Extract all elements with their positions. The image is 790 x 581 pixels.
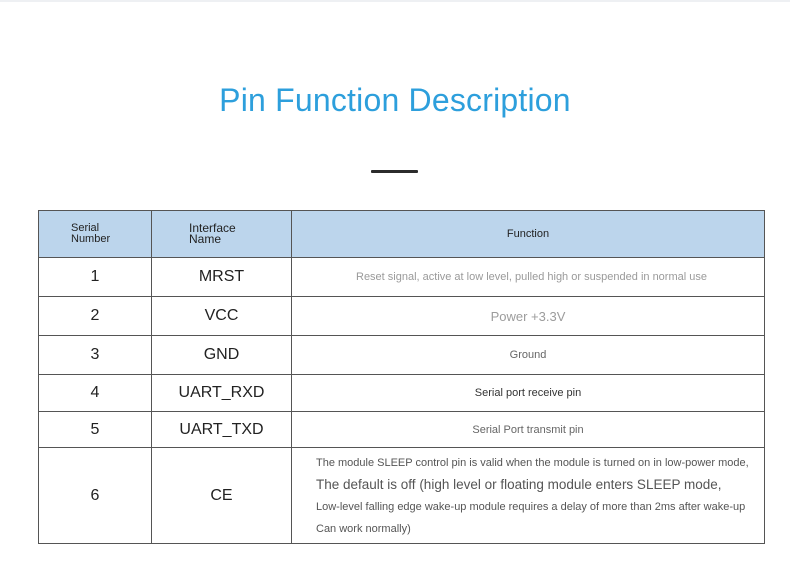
table-row xyxy=(39,412,765,448)
serial-number-cell: 4 xyxy=(39,375,152,412)
function-line: The module SLEEP control pin is valid when the module is turned on in low-power mode, xyxy=(316,456,749,469)
function-line: Can work normally) xyxy=(316,522,411,535)
table-row xyxy=(39,375,765,412)
page-title: Pin Function Description xyxy=(219,82,571,118)
interface-name-cell: CE xyxy=(152,448,292,544)
function-cell: Power +3.3V xyxy=(292,297,765,336)
table-row xyxy=(39,258,765,297)
interface-name-cell: MRST xyxy=(152,258,292,297)
table-row xyxy=(39,336,765,375)
function-line: Low-level falling edge wake-up module requires a delay of more than 2ms after wake-up xyxy=(316,500,746,513)
function-cell: Ground xyxy=(292,336,765,375)
serial-number-cell: 1 xyxy=(39,258,152,297)
function-line: The default is off (high level or floating module enters SLEEP mode, xyxy=(316,476,722,492)
interface-name-cell: UART_RXD xyxy=(152,375,292,412)
header-serial-number: Serial Number xyxy=(39,211,152,258)
pin-function-table xyxy=(38,210,765,544)
table-header-row xyxy=(39,211,765,258)
interface-name-cell: UART_TXD xyxy=(152,412,292,448)
function-cell: Serial port receive pin xyxy=(292,375,765,412)
table-row xyxy=(39,448,765,544)
title-underline xyxy=(371,170,418,173)
interface-name-cell: VCC xyxy=(152,297,292,336)
function-cell: Serial Port transmit pin xyxy=(292,412,765,448)
serial-number-cell: 6 xyxy=(39,448,152,544)
top-divider xyxy=(0,0,790,2)
serial-number-cell: 2 xyxy=(39,297,152,336)
serial-number-cell: 3 xyxy=(39,336,152,375)
function-cell xyxy=(292,448,765,544)
header-interface-name: Interface Name xyxy=(152,211,292,258)
function-cell: Reset signal, active at low level, pulled high or suspended in normal use xyxy=(292,258,765,297)
interface-name-cell: GND xyxy=(152,336,292,375)
header-function: Function xyxy=(292,211,765,258)
table-row xyxy=(39,297,765,336)
serial-number-cell: 5 xyxy=(39,412,152,448)
